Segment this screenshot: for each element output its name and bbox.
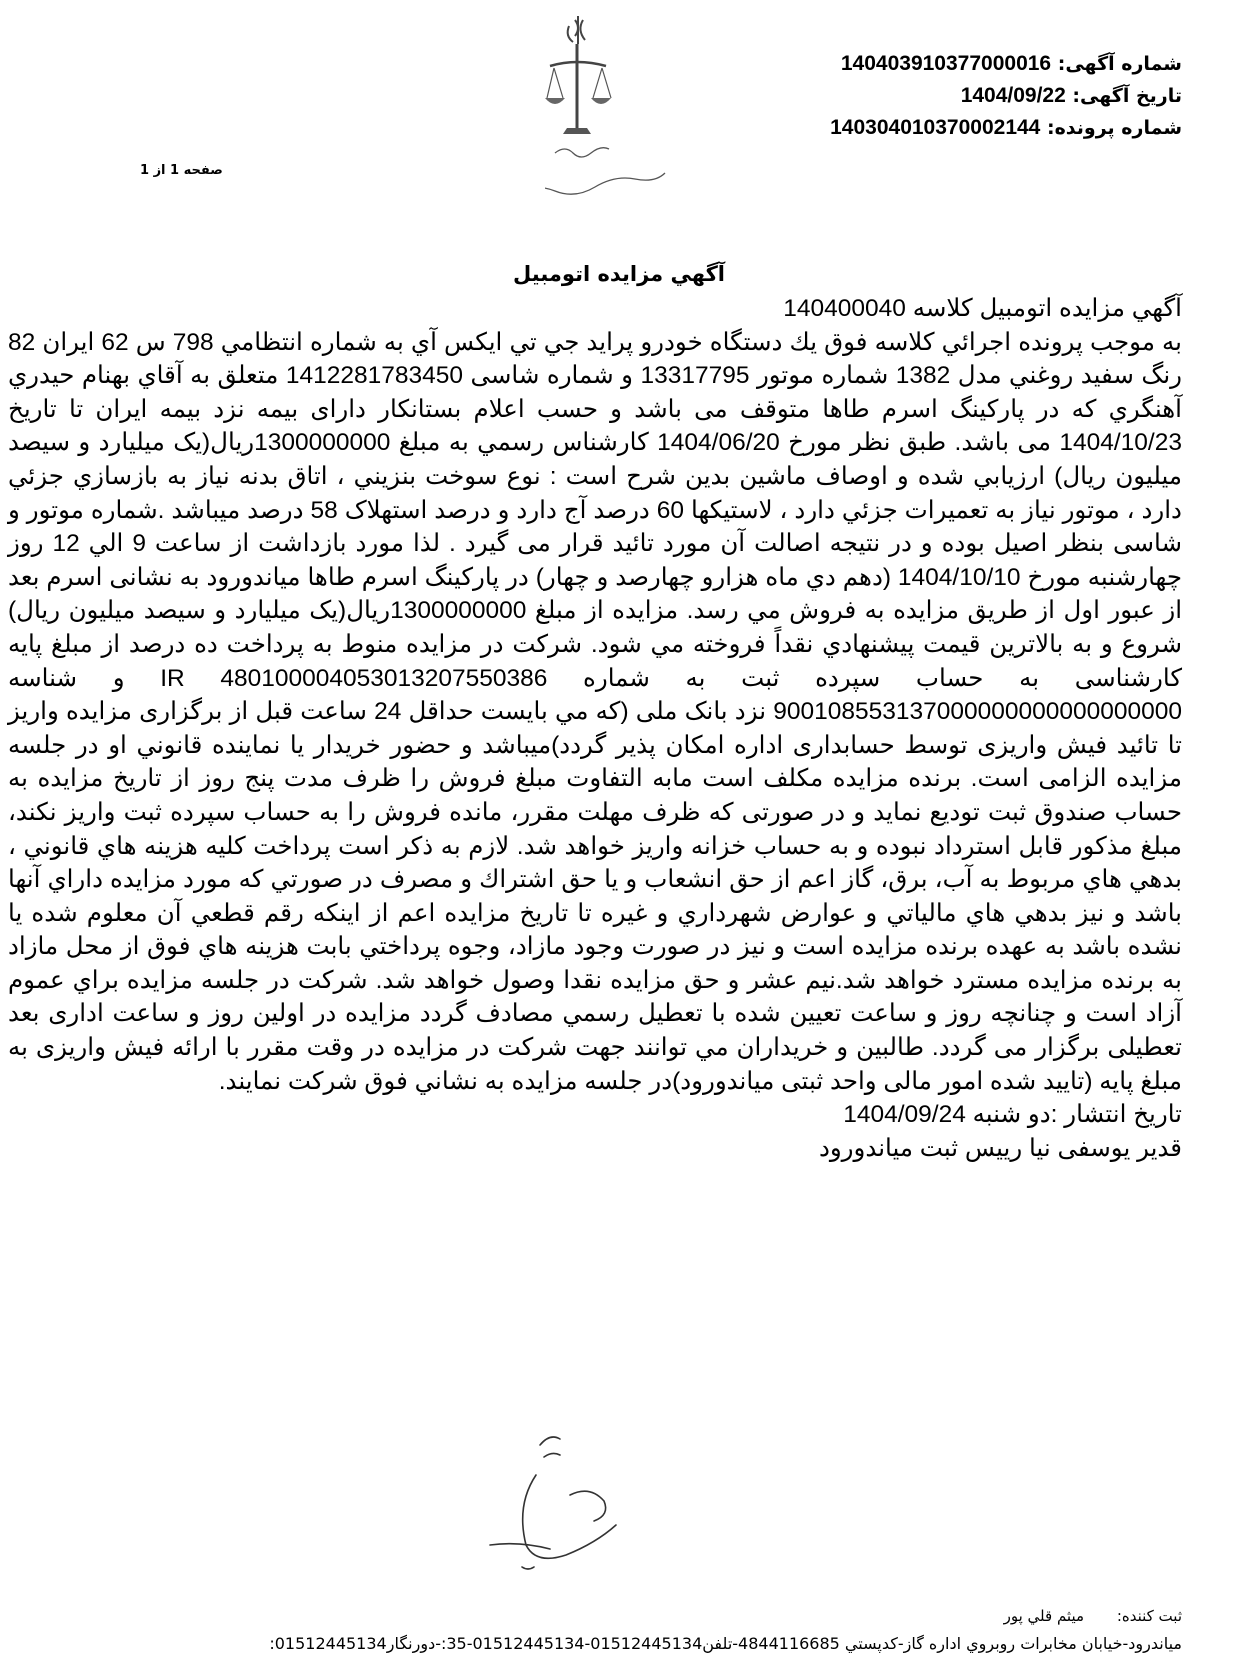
judiciary-emblem-icon [545,8,695,208]
notice-date: 1404/09/22 [960,84,1066,107]
body-paragraph: به موجب پرونده اجرائي كلاسه فوق يك دستگاه خودرو پرايد جي تي ايكس آي به شماره انتظامي 798 س 62 ايران 82 رنگ سفيد روغني مدل 1382 شماره موتور 13317795 و شماره شاسی 1412281783450 متعلق به آقاي بهنام حيدري آهنگري كه در پاركينگ اسرم طاها متوقف می باشد و حسب اعلام بستانکار دارای بیمه نزد بیمه ایران تا تاریخ 1404/10/23 می باشد. طبق نظر مورخ 1404/06/20 كارشناس رسمي به مبلغ 1300000000ريال(يک ميليارد و سيصد ميليون ريال) ارزيابي شده و اوصاف ماشين بدين شرح است : نوع سوخت بنزيني ، اتاق بدنه نياز به بازسازي جزئي دارد ، موتور نياز به تعميرات جزئي دارد ، لاستیکها 60 درصد آج دارد و درصد استهلاک 58 درصد میباشد .شماره موتور و شاسی بنظر اصیل بوده و در نتیجه اصالت آن مورد تائید قرار می گیرد . لذا مورد بازداشت از ساعت 9 الي 12 روز چهارشنبه مورخ 1404/10/10 (دهم دي ماه هزارو چهارصد و چهار) در پاركينگ اسرم طاها میاندورود به نشانی اسرم بعد از عبور اول از طريق مزايده به فروش مي رسد. مزايده از مبلغ 1300000000ريال(يک ميليارد و سيصد ميليون ريال) شروع و به بالاترين قيمت پيشنهادي نقداً فروخته مي شود. شرکت در مزایده منوط به پرداخت ده درصد از مبلغ پایه کارشناسی به حساب سپرده ثبت به شماره IR 480100004053013207550386 و شناسه 900108553137000000000000000000 نزد بانک ملی (كه مي بايست حداقل 24 ساعت قبل از برگزاری مزایده واریز تا تائید فیش واریزی توسط حسابداری اداره امکان پذیر گردد)میباشد و حضور خريدار يا نماينده قانوني او در جلسه مزايده الزامی است. برنده مزایده مكلف است مابه التفاوت مبلغ فروش را ظرف مدت پنج روز از تاريخ مزايده به حساب صندوق ثبت توديع نمايد و در صورتی كه ظرف مهلت مقرر، مانده فروش را به حساب سپرده ثبت واريز نكند، مبلغ مذكور قابل استرداد نبوده و به حساب خزانه واريز خواهد شد. لازم به ذكر است پرداخت كليه هزينه هاي قانوني ، بدهي هاي مربوط به آب، برق، گاز اعم از حق انشعاب و يا حق اشتراك و مصرف در صورتي كه مورد مزايده داراي آنها باشد و نيز بدهي هاي مالياتي و عوارض شهرداري و غيره تا تاريخ مزايده اعم از اينكه رقم قطعي آن معلوم شده يا نشده باشد به عهده برنده مزايده است و نيز در صورت وجود مازاد، وجوه پرداختي بابت هزينه هاي فوق از محل مازاد به برنده مزايده مسترد خواهد شد.نيم عشر و حق مزايده نقدا وصول خواهد شد. شركت در جلسه مزايده براي عموم آزاد است و چنانچه روز و ساعت تعيين شده با تعطيل رسمي مصادف گردد مزايده در اولين روز و ساعت اداری بعد تعطیلی برگزار می گردد. طالبين و خريداران مي توانند جهت شركت در مزايده در وقت مقرر با ارائه فیش واریزی به مبلغ پایه (تایید شده امور مالی واحد ثبتی میاندورود)در جلسه مزايده به نشاني فوق شركت نمايند. [8,328,1183,1095]
notice-number-row [830,48,1182,80]
body-heading-line: آگهي مزايده اتومبيل كلاسه 140400040 [783,295,1182,322]
publish-date: تاريخ انتشار :دو شنبه 1404/09/24 [843,1101,1182,1129]
registrar-name: ميثم قلي پور [1003,1607,1085,1625]
page-indicator: صفحه 1 از 1 [140,163,223,178]
handwritten-signature-icon [470,1425,660,1575]
file-number: 140304010370002144 [830,116,1041,139]
notice-number: 140403910377000016 [840,52,1052,75]
notice-body [8,292,1182,1165]
notice-number-label: شماره آگهی: [1057,53,1182,75]
registrar-label: ثبت كننده: [1116,1607,1182,1625]
notice-date-label: تاریخ آگهی: [1072,85,1182,107]
notice-title: آگهي مزايده اتومبيل [513,262,725,286]
notice-date-row [830,80,1182,112]
file-number-row [830,112,1182,144]
office-address: میاندرود-خیابان مخابرات روبروي اداره گاز-کدپستي 4844116685-تلفن01512445134-01512445134-35:-دورنگار01512445134: [269,1634,1182,1653]
signatory: قدير يوسفی نيا رييس ثبت میاندورود [818,1134,1182,1162]
notice-metadata [830,48,1182,144]
registrar-line [1004,1607,1182,1625]
file-number-label: شماره پرونده: [1046,117,1182,139]
